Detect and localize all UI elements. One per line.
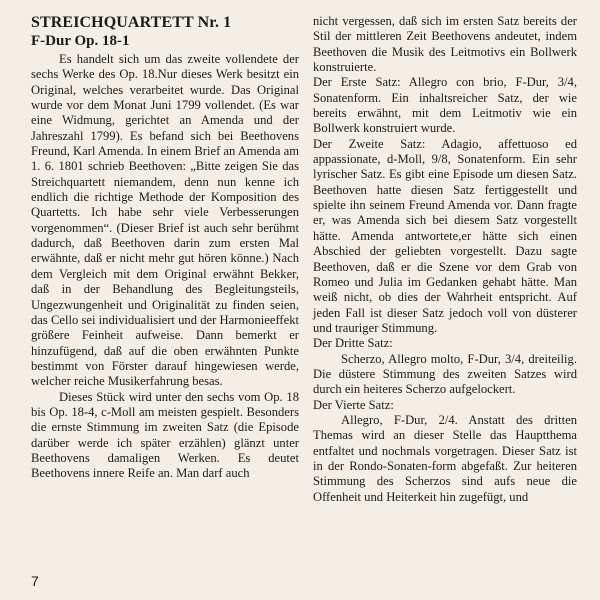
paragraph-popularity: Dieses Stück wird unter den sechs vom Op. 18 bis Op. 18-4, c-Moll am meisten gespielt. Besonders die ernste Stimmung im zweiten Satz (die Episode darüber werde ich später erzählen) glänzt unter Beethovens damaligen Werken. Es deutet Beethovens innere Reife an. Man darf auch: [31, 389, 299, 481]
movement-1-description: Der Erste Satz: Allegro con brio, F-Dur, 3/4, Sonatenform. Ein inhaltsreicher Satz, der wie bereits erwähnt, mit dem Leitmotiv wie ein Bollwerk konstruiert wurde.: [313, 75, 577, 136]
left-column: [31, 14, 299, 482]
movement-3-heading: Der Dritte Satz:: [313, 336, 393, 351]
paragraph-continuation: nicht vergessen, daß sich im ersten Satz bereits der Stil der mittleren Zeit Beethovens andeutet, indem Beethoven die Musik des Leitmotivs ein Bollwerk konstruierte.: [313, 14, 577, 75]
movement-3-description: Scherzo, Allegro molto, F-Dur, 3/4, dreiteilig. Die düstere Stimmung des zweiten Satzes wird durch ein heiteres Scherzo aufgelockert.: [313, 351, 577, 397]
movement-4-description: Allegro, F-Dur, 2/4. Anstatt des dritten Themas wird an dieser Stelle das Hauptthema entfaltet und nochmals vorgetragen. Dieser Satz ist in der Rondo-Sonaten-form abgefaßt. Zur heiteren Stimmung des Scherzos sind aufs neue die Offenheit und Heiterkeit hin zugefügt, und: [313, 412, 577, 504]
paragraph-intro: Es handelt sich um das zweite vollendete der sechs Werke des Op. 18.Nur dieses Werk besitzt ein Original, welches verarbeitet wurde. Das Original wurde vor dem Monat Juni 1799 vollendet. (Es war eine Widmung, gerichtet an Amenda und der Jahreszahl 1799). Es befand sich bei Beethovens Freund, Karl Amenda. In einem Brief an Amenda am 1. 6. 1801 schrieb Beethoven: „Bitte zeigen Sie das Streichquartett niemandem, denn nun kenne ich endlich die richtige Methode der Komposition des Quartetts. Ich habe sehr viele Verbesserungen vorgenommen“. (Dieser Brief ist auch sehr berühmt dadurch, daß Beethoven darin zum ersten Mal erwähnte, daß er nicht mehr gut hören könne.) Nach dem Vergleich mit dem Original erwähnt Bekker, daß in der Behandlung des Begleitungsteils, Ungezwungenheit und Originalität zu finden seien, das Cello sei individualisiert und der Harmonieeffekt größere Feinheit aufweise. Dann bemerkt er hinzufügend, daß auf die oben erwähnten Punkte bestimmt von Förster darauf hingewiesen werde, welcher reiche Musikerfahrung besas.: [31, 52, 299, 389]
document-subtitle: F-Dur Op. 18-1: [31, 33, 130, 49]
document-title: STREICHQUARTETT Nr. 1: [31, 14, 232, 31]
movement-4-heading: Der Vierte Satz:: [313, 397, 394, 412]
right-column: [313, 14, 577, 505]
page-number: 7: [31, 573, 39, 589]
movement-2-description: Der Zweite Satz: Adagio, affettuoso ed appassionate, d-Moll, 9/8, Sonatenform. Ein sehr lyrischer Satz. Es gibt eine Episode um diesen Satz. Beethoven hatte diesen Satz fertiggestellt und spielte ihn seinem Freund Amenda vor. Dann fragte er, was Amenda sich bei diesem Satz vorgestellt hätte. Amenda antwortete,er hätte sich einen Abschied der geliebten vorgestellt. Dazu sagte Beethoven, daß er die Szene vor dem Grab von Romeo und Julia im Gedanken gehabt hätte. Man weiß nicht, ob dies der Wahrheit entspricht. Auf jeden Fall ist dieser Satz jedoch voll von düsterer und trauriger Stimmung.: [313, 136, 577, 335]
